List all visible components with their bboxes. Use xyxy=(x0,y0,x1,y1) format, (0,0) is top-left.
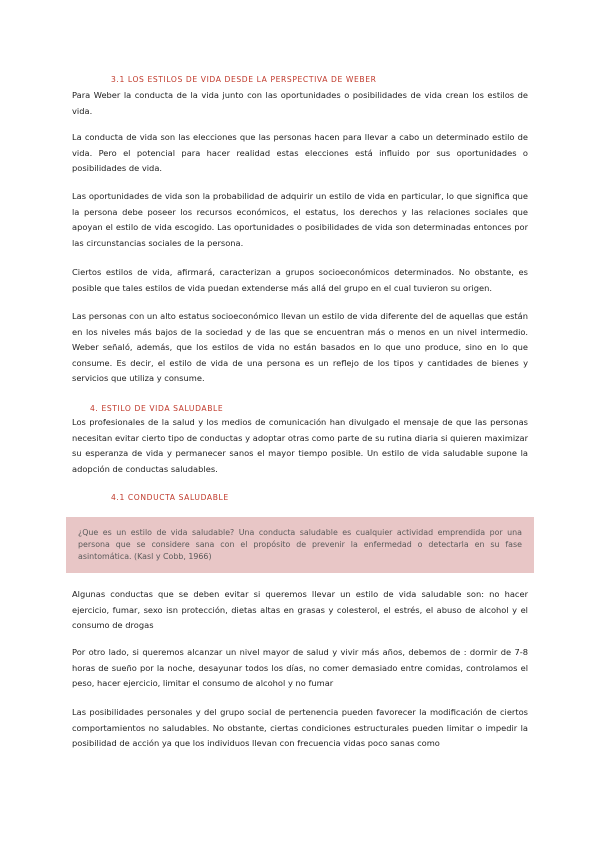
definition-callout-text: ¿Que es un estilo de vida saludable? Una conducta saludable es cualquier actividad emprendida por una persona que se considere sana con el propósito de prevenir la enfermedad o detectarla en su fase asintomática. (Kasl y Cobb, 1966) xyxy=(78,528,522,561)
paragraph-estilo-de-vida-saludable: Los profesionales de la salud y los medios de comunicación han divulgado el mensaje de que las personas necesitan evitar cierto tipo de conductas y adoptar otras como parte de su rutina diaria si quieren maximizar su esperanza de vida y permanecer sanos el mayor tiempo posible. Un estilo de vida saludable supone la adopción de conductas saludables. xyxy=(72,417,528,474)
paragraph-posibilidades-personales: Las posibilidades personales y del grupo social de pertenencia pueden favorecer la modificación de ciertos comportamientos no saludables. No obstante, ciertas condiciones estructurales pueden limitar o impedir la posibilidad de acción ya que los individuos llevan con frecuencia vidas poco sanas como xyxy=(72,707,528,748)
section-4-heading: 4. ESTILO DE VIDA SALUDABLE xyxy=(90,404,224,413)
paragraph-grupos-socioeconomicos: Ciertos estilos de vida, afirmará, caracterizan a grupos socioeconómicos determinados. No obstante, es posible que tales estilos de vida puedan extenderse más allá del grupo en el cual tuvieron su origen. xyxy=(72,267,528,293)
paragraph-conducta-de-vida: La conducta de vida son las elecciones que las personas hacen para llevar a cabo un determinado estilo de vida. Pero el potencial para hacer realidad estas elecciones está influido por sus oportunidades o posibilidades de vida. xyxy=(72,132,528,173)
paragraph-habitos-saludables: Por otro lado, si queremos alcanzar un nivel mayor de salud y vivir más años, debemos de : dormir de 7-8 horas de sueño por la noche, desayunar todos los días, no comer demasiado entre comidas, controlamos el peso, hacer ejercicio, limitar el consumo de alcohol y no fumar xyxy=(72,647,528,688)
section-3-1-heading: 3.1 LOS ESTILOS DE VIDA DESDE LA PERSPECTIVA DE WEBER xyxy=(111,75,377,84)
paragraph-estatus-socioeconomico: Las personas con un alto estatus socioeconómico llevan un estilo de vida diferente del de aquellas que están en los niveles más bajos de la sociedad y de las que se encuentran más o menos en un nivel intermedio. Weber señaló, además, que los estilos de vida no están basados en lo que uno produce, sino en lo que consume. Es decir, el estilo de vida de una persona es un reflejo de los tipos y cantidades de bienes y servicios que utiliza y consume. xyxy=(72,311,528,383)
paragraph-weber-intro: Para Weber la conducta de la vida junto con las oportunidades o posibilidades de vida crean los estilos de vida. xyxy=(72,90,528,116)
definition-callout xyxy=(66,517,534,573)
paragraph-oportunidades-de-vida: Las oportunidades de vida son la probabilidad de adquirir un estilo de vida en particular, lo que significa que la persona debe poseer los recursos económicos, el estatus, los derechos y las relaciones sociales que apoyan el estilo de vida escogido. Las oportunidades o posibilidades de vida son determinadas entonces por las circunstancias sociales de la persona. xyxy=(72,191,528,248)
paragraph-conductas-a-evitar: Algunas conductas que se deben evitar si queremos llevar un estilo de vida saludable son: no hacer ejercicio, fumar, sexo isn protección, dietas altas en grasas y colesterol, el estrés, el abuso de alcohol y el consumo de drogas xyxy=(72,589,528,630)
section-4-1-heading: 4.1 CONDUCTA SALUDABLE xyxy=(111,493,229,502)
